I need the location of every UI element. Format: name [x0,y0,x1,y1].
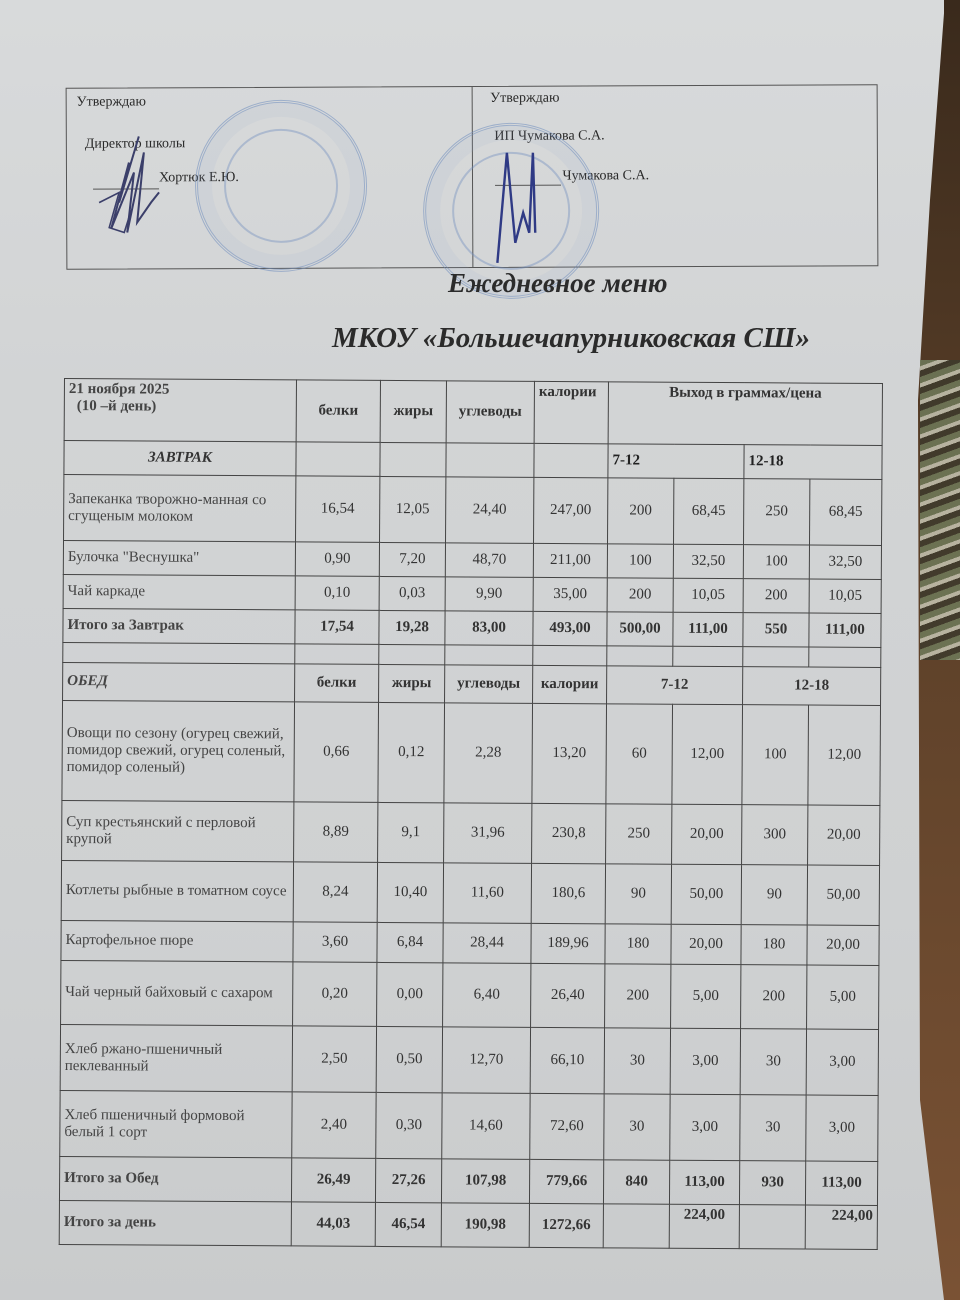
fat: 12,05 [380,476,446,542]
col-protein: белки [296,380,380,443]
price-7-12: 10,05 [673,578,743,612]
age-7-12: 7-12 [608,444,744,479]
price-7-12: 113,00 [669,1160,739,1204]
col-fat: жиры [379,664,445,702]
calories: 72,60 [530,1093,604,1159]
approval-name: Чумакова С.А. [562,168,650,184]
dish-name: Булочка "Веснушка" [63,541,295,576]
calories: 189,96 [531,923,605,963]
grams-7-12: 90 [605,864,671,924]
protein: 16,54 [296,476,380,543]
price-12-18: 32,50 [809,545,881,579]
carbs: 11,60 [443,863,531,924]
grams-7-12 [603,1204,669,1248]
price-12-18: 12,00 [808,705,881,805]
breakfast-header-row [64,441,882,480]
carbs: 31,96 [444,803,532,864]
table-row [60,1024,878,1095]
protein: 17,54 [295,610,379,645]
price-12-18: 3,00 [806,1095,878,1161]
approval-supplier [471,85,877,267]
age-12-18: 12-18 [744,445,882,480]
age-7-12: 7-12 [607,666,743,705]
calories: 13,20 [532,703,607,803]
price-7-12: 111,00 [673,612,743,646]
price-12-18: 50,00 [807,865,879,925]
calories: 66,10 [530,1027,604,1093]
grams-7-12: 180 [605,924,671,964]
calories: 35,00 [533,577,607,611]
col-protein: белки [295,664,379,703]
table-row [62,800,880,865]
protein: 2,40 [292,1092,376,1159]
grams-7-12: 500,00 [607,612,673,646]
calories: 779,66 [529,1159,603,1203]
approval-position: ИП Чумакова С.А. [494,128,605,144]
price-7-12: 5,00 [671,964,741,1028]
grams-7-12: 840 [603,1160,669,1204]
calories: 26,40 [531,963,605,1027]
col-calories: калории [534,381,608,443]
price-7-12: 50,00 [671,864,741,924]
protein: 0,20 [293,962,377,1027]
fat: 0,12 [378,702,445,802]
carbs: 28,44 [443,923,531,964]
grams-12-18: 90 [741,865,807,925]
price-7-12: 20,00 [672,804,742,864]
total-label: Итого за Обед [59,1156,291,1201]
carbs: 83,00 [445,611,533,646]
col-calories: калории [533,665,607,703]
fat: 0,30 [376,1092,442,1158]
signature-icon [89,132,179,242]
fat: 27,26 [375,1158,441,1202]
approval-name: Хортюк Е.Ю. [158,170,239,186]
grams-12-18: 930 [739,1161,805,1205]
grams-7-12: 30 [604,1094,670,1160]
price-12-18: 10,05 [809,579,881,613]
approval-position: Директор школы [84,136,186,152]
carbs: 9,90 [445,577,533,612]
carbs: 48,70 [445,543,533,578]
price-12-18: 224,00 [805,1205,877,1249]
carbs: 14,60 [442,1093,530,1160]
calories: 180,6 [531,863,605,923]
price-12-18: 20,00 [808,805,880,865]
price-12-18: 5,00 [807,965,879,1029]
price-7-12: 3,00 [670,1028,740,1094]
grams-7-12: 60 [606,704,673,804]
col-carbs: углеводы [445,665,533,704]
document-title: Ежедневное меню [448,268,668,298]
fat: 9,1 [378,802,444,862]
calories: 1272,66 [529,1203,603,1247]
price-7-12: 3,00 [670,1094,740,1160]
dish-name: Хлеб ржано-пшеничный пеклеванный [60,1024,292,1091]
price-7-12: 224,00 [669,1204,739,1248]
total-label: Итого за Завтрак [63,608,295,643]
dish-name: Запеканка творожно-манная со сгущеным молоком [64,475,296,542]
grams-12-18: 100 [743,545,809,579]
price-12-18: 111,00 [809,613,881,647]
approval-block [66,84,879,270]
protein: 3,60 [293,922,377,963]
table-row [61,860,879,925]
protein: 2,50 [292,1026,376,1093]
table-row [63,541,881,580]
protein: 0,66 [294,702,379,803]
fat: 46,54 [375,1202,441,1246]
table-header-row [64,379,882,446]
carbs: 24,40 [446,477,534,544]
dish-name: Чай каркаде [63,574,295,609]
calories: 211,00 [533,543,607,577]
grams-12-18: 100 [742,705,809,805]
background-rug [920,360,960,660]
protein: 0,90 [295,542,379,577]
school-stamp-icon [195,99,368,272]
price-12-18: 113,00 [805,1161,877,1205]
signature-icon [488,143,549,267]
dish-name: Котлеты рыбные в томатном соусе [61,860,293,921]
calories: 493,00 [533,611,607,645]
col-carbs: углеводы [446,381,534,444]
table-row [63,574,881,613]
price-12-18: 68,45 [809,479,881,545]
approval-director [67,87,472,269]
date-cell [64,379,296,442]
col-output: Выход в граммах/цена [608,382,882,446]
protein: 8,24 [293,862,377,923]
carbs: 190,98 [441,1203,529,1248]
protein: 8,89 [294,802,378,863]
grams-12-18: 180 [741,925,807,965]
carbs: 6,40 [443,963,531,1028]
price-7-12: 12,00 [672,704,743,804]
fat: 0,50 [376,1026,442,1092]
dish-name: Овощи по сезону (огурец свежий, помидор свежий, огурец соленый, помидор соленый) [62,700,295,801]
grams-12-18: 250 [743,479,809,545]
price-7-12: 68,45 [673,478,743,544]
lunch-total-row [59,1156,877,1205]
day-total-row [59,1200,877,1249]
carbs: 12,70 [442,1027,530,1094]
dish-name: Картофельное пюре [61,920,293,961]
grams-12-18: 200 [743,579,809,613]
protein: 0,10 [295,576,379,611]
table-row [60,1090,878,1161]
grams-12-18: 200 [741,965,807,1029]
grams-7-12: 100 [607,544,673,578]
price-7-12: 20,00 [671,924,741,964]
grams-12-18: 30 [740,1095,806,1161]
breakfast-total-row [63,608,881,647]
price-12-18: 3,00 [806,1029,878,1095]
grams-12-18: 30 [740,1029,806,1095]
lunch-header-row [63,662,881,705]
date-text: 21 ноября 2025 [68,381,170,398]
grams-12-18 [739,1205,805,1249]
col-fat: жиры [380,380,446,442]
table-row [64,475,882,546]
dish-name: Хлеб пшеничный формовой белый 1 сорт [60,1090,292,1157]
total-label: Итого за день [59,1200,291,1245]
grams-7-12: 200 [607,478,673,544]
approval-heading: Утверждаю [76,94,146,110]
grams-12-18: 300 [742,805,808,865]
fat: 0,03 [379,576,445,610]
protein: 26,49 [291,1158,375,1203]
fat: 10,40 [377,862,443,922]
table-row [61,920,879,965]
day-number: (10 –й день) [76,398,157,415]
fat: 6,84 [377,922,443,962]
carbs: 107,98 [441,1159,529,1204]
grams-12-18: 550 [743,613,809,647]
breakfast-label: ЗАВТРАК [64,441,296,476]
table-row [62,700,881,805]
menu-table [59,378,883,1250]
grams-7-12: 250 [606,804,672,864]
dish-name: Чай черный байховый с сахаром [61,960,293,1025]
fat: 0,00 [377,962,443,1026]
grams-7-12: 200 [605,964,671,1028]
calories: 247,00 [533,477,607,543]
calories: 230,8 [532,803,606,863]
age-12-18: 12-18 [743,667,881,706]
school-name: МКОУ «Большечапурниковская СШ» [332,322,811,354]
approval-heading: Утверждаю [490,90,560,106]
grams-7-12: 200 [607,578,673,612]
grams-7-12: 30 [604,1028,670,1094]
carbs: 2,28 [444,703,533,804]
dish-name: Суп крестьянский с перловой крупой [62,800,294,861]
price-12-18: 20,00 [807,925,879,965]
protein: 44,03 [291,1202,375,1247]
table-row [61,960,879,1029]
fat: 7,20 [379,542,445,576]
fat: 19,28 [379,610,445,644]
lunch-label: ОБЕД [63,662,295,701]
price-7-12: 32,50 [673,544,743,578]
